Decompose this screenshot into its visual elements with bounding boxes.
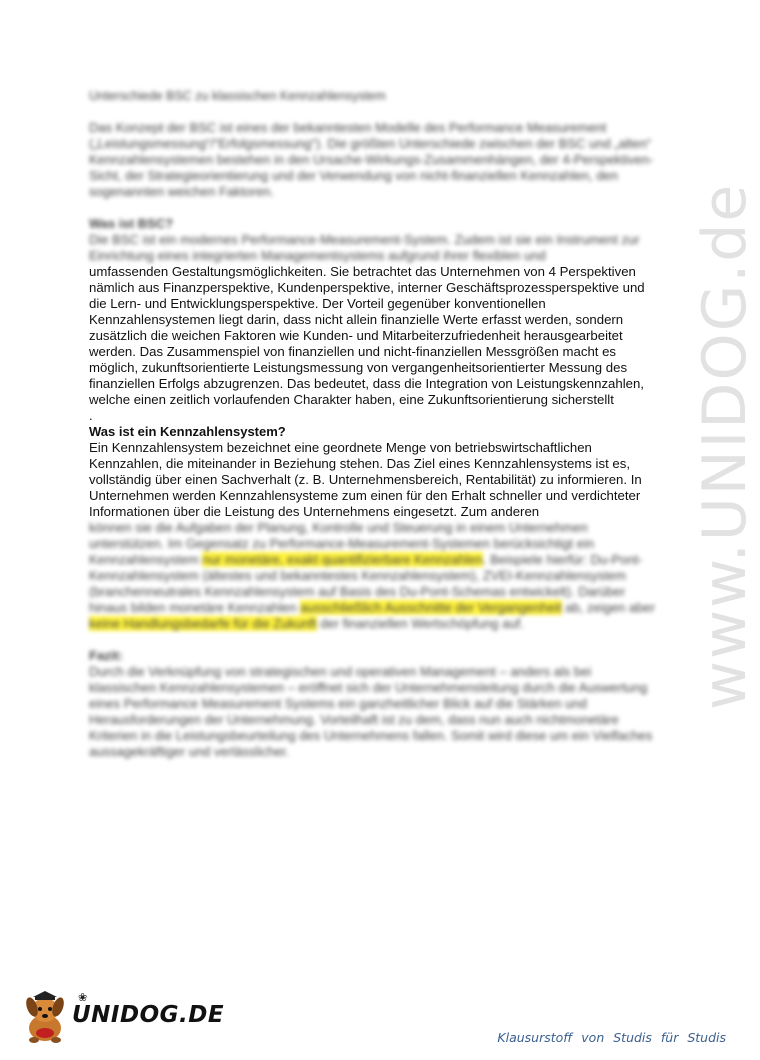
highlight-future: keine Handlungsbedarfe für die Zukunft: [89, 616, 317, 631]
section-heading-fazit: Fazit:: [89, 648, 123, 663]
unidog-logo[interactable]: [20, 988, 225, 1048]
spacer: [89, 200, 659, 216]
section-heading-bsc: Was ist BSC?: [89, 216, 174, 231]
blurred-text-a: können sie die Aufgaben der Planung, Kontrolle und Steuerung in einem Unternehmen unterstützen. Im Gegensatz zu Performance-Measurement-Systemen berücksichtigt ein Kennzahlensystem: [89, 520, 595, 567]
stray-period: .: [89, 408, 93, 423]
bsc-paragraph: umfassenden Gestaltungsmöglichkeiten. Sie betrachtet das Unternehmen von 4 Perspektiven nämlich aus Finanzperspektive, Kundenperspektive, interner Geschäftsprozessperspektive und die Lern- und Entwicklungsperspektive. Der Vorteil gegenüber konventionellen Kennzahlensystemen liegt darin, dass nicht allein finanzielle Werte erfasst werden, sondern zusätzlich die weichen Faktoren wie Kunden- und Mitarbeiterzufriedenheit herausgearbeitet werden. Das Zusammenspiel von finanziellen und nicht-finanziellen Messgrößen macht es möglich, zukunftsorientierte Leistungsmessung von vergangenheitsorientierter Messung des finanziellen Erfolgs abzugrenzen. Das bedeutet, dass die Integration von Leistungskennzahlen, welche einen zeitlich vorlaufenden Charakter haben, eine Zukunftsorientierung sicherstellt: [89, 264, 645, 407]
highlight-past: ausschließlich Ausschnitte der Vergangenheit: [300, 600, 562, 615]
paw-icon: ❀: [78, 992, 88, 1004]
blurred-text-d: der finanziellen Wertschöpfung auf.: [320, 616, 524, 631]
kennzahlensystem-paragraph: Ein Kennzahlensystem bezeichnet eine geordnete Menge von betriebswirtschaftlichen Kennzahlen, die miteinander in Beziehung stehen. Das Ziel eines Kennzahlensystems ist es, vollständig über einen Sachverhalt (z. B. Unternehmensbereich, Rentabilität) zu informieren. In Unternehmen werden Kennzahlensysteme zum einen für den Erhalt schneller und verdichteter Informationen über die Leistung des Unternehmens eingesetzt. Zum anderen: [89, 440, 642, 519]
fazit-paragraph: Durch die Verknüpfung von strategischen und operativen Management – anders als bei klassischen Kennzahlensystemen – eröffnet sich der Unternehmensleitung durch die Auswertung eines Performance Measurement Systems ein ganzheitlicher Blick auf die Stärken und Herausforderungen der Unternehmung. Vorteilhaft ist zu dem, dass nun auch nichtmonetäre Kriterien in die Leistungsbeurteilung des Unternehmens fallen. Somit wird diese um ein Vielfaches aussagekräftiger und verlässlicher.: [89, 664, 653, 759]
kennzahlensystem-blurred-paragraph: [89, 520, 659, 632]
spacer: [89, 632, 659, 648]
highlight-monetary: nur monetäre, exakt quantifizierbare Kennzahlen: [202, 552, 483, 567]
blurred-text-c: ab, zeigen aber: [565, 600, 655, 615]
footer-slogan: Klausurstoff von Studis für Studis: [497, 1030, 726, 1045]
section-heading-kennzahlensystem: Was ist ein Kennzahlensystem?: [89, 424, 286, 439]
blurred-text-b: . Beispiele hierfür: Du-Pont-Kennzahlensystem (ältestes und bekanntestes Kennzahlensystem), ZVEI-Kennzahlensystem (branchenneutrales Kennzahlensystem auf Basis des Du-Pont-Schemas entwickelt). Darüber hinaus bilden monetäre Kennzahlen: [89, 552, 643, 615]
site-watermark: www.UNIDOG.de: [690, 182, 760, 710]
document-title: Unterschiede BSC zu klassischen Kennzahlensystem: [89, 89, 386, 103]
intro-paragraph: Das Konzept der BSC ist eines der bekanntesten Modelle des Performance Measurement („Leistungsmessung“/“Erfolgsmessung“). Die größten Unterschiede zwischen der BSC und „alten“ Kennzahlensystemen bestehen in den Ursache-Wirkungs-Zusammenhängen, der 4-Perspektiven-Sicht, der Strategieorientierung und der Verwendung von nicht-finanziellen Kennzahlen, den sogenannten weichen Faktoren.: [89, 120, 654, 199]
document-body: [89, 88, 659, 760]
dog-mascot-icon: [20, 990, 72, 1046]
logo-text: UNIDOG.DE: [72, 1002, 225, 1028]
bsc-blurred-text: Die BSC ist ein modernes Performance-Measurement-System. Zudem ist sie ein Instrument zur Einrichtung eines integrierten Managementsystems aufgrund ihrer flexiblen und: [89, 232, 640, 263]
